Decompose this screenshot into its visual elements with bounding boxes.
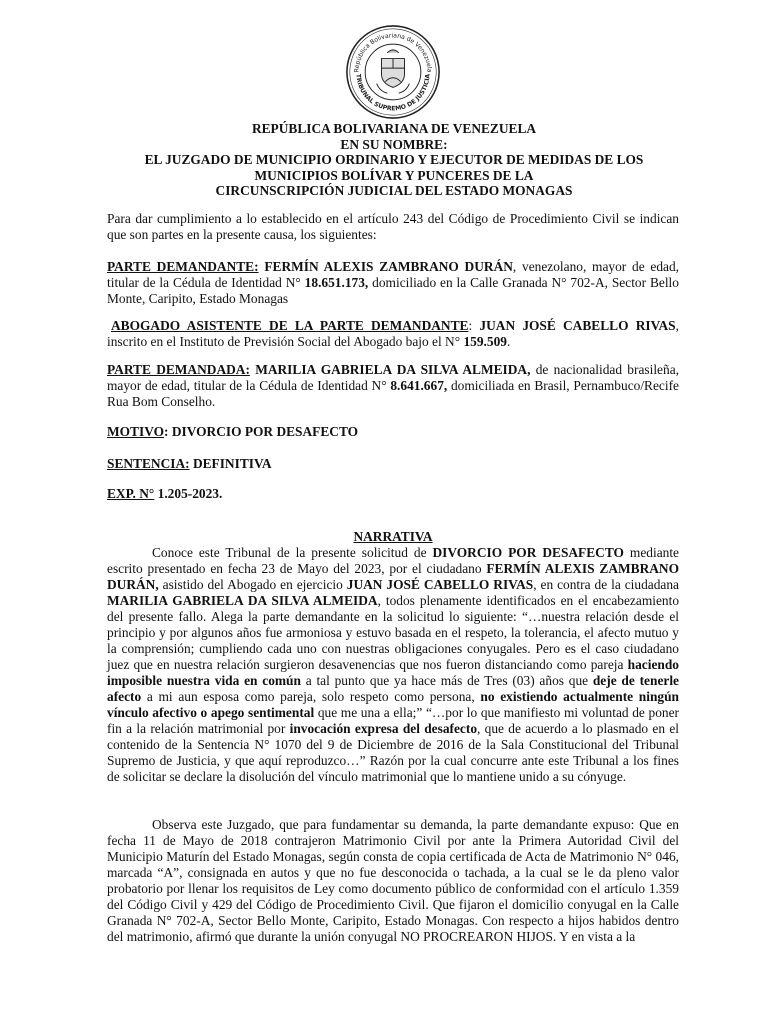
narrativa-paragraph-2: Observa este Juzgado, que para fundamentar su demanda, la parte demandante expuso: Que en fecha 11 de Mayo de 2018 contrajeron Matrimonio Civil por ante la Primera Autoridad Civil del Municipio Maturín del Estado Monagas, según consta de copia certificada de Acta de Matrimonio N° 046, marcada “A”, consignada en autos y que no fue desconocida o tachada, a la cual se le da pleno valor probatorio por llenar los requisitos de Ley como documento público de conformidad con el artículo 1.359 del Código Civil y 429 del Código de Procedimiento Civil. Que fijaron el domicilio conyugal en la Calle Granada N° 702-A, Sector Bello Monte, Caripito, Estado Monagas. Con respecto a hijos habidos dentro del matrimonio, afirmó que durante la unión conyugal NO PROCREARON HIJOS. Y en vista a la bbox=[107, 817, 679, 944]
narr-text-q: , que de acuerdo a lo plasmado en el contenido de la Sentencia N° 1070 del 9 de Diciembre de 2016 de la Sala Constitucional del Tribunal Supremo de Justicia, y que aquí reproduzco…” Razón por la cual concurre ante este Tribunal a los fines de solicitar se declare la disolución del vínculo matrimonial que lo mantiene unido a su cónyuge. bbox=[107, 721, 679, 784]
narr-text-c: mediante escrito presentado en fecha 23 de Mayo del 2023, por el ciudadano bbox=[107, 545, 679, 576]
narr-demandante-name: FERMÍN ALEXIS ZAMBRANO DURÁN, bbox=[107, 561, 680, 592]
motivo-label: MOTIVO bbox=[107, 424, 165, 439]
sentencia bbox=[107, 456, 679, 472]
narr-divorcio: DIVORCIO POR DESAFECTO bbox=[432, 545, 624, 560]
abogado-asistente bbox=[107, 318, 679, 350]
narr-text-i: , todos plenamente identificados en el encabezamiento del presente fallo. Alega la parte demandante en la solicitud lo siguiente: “…nuestra relación desde el principio y por algunos años fue armoniosa y estuvo basada en el respeto, la tolerancia, el afecto mutuo y la comprensión; cumpliendo cada uno con nuestras obligaciones conyugales. Pero es el caso ciudadano juez que en nuestra relación surgieron desavenencias que nos fueron distanciando como pareja bbox=[107, 593, 680, 672]
seal-bottom-text: TRIBUNAL SUPREMO DE JUSTICIA bbox=[354, 73, 432, 113]
narr-text-g: , en contra de la ciudadana bbox=[533, 577, 679, 592]
demandada-text-1: de nacionalidad brasileña, mayor de edad, titular de la Cédula de Identidad N° bbox=[107, 362, 679, 393]
demandada-text-2: domiciliada en Brasil, Pernambuco/Recife Rua Bom Conselho. bbox=[107, 378, 679, 409]
demandada-name: MARILIA GABRIELA DA SILVA ALMEIDA, bbox=[255, 362, 531, 377]
intro-paragraph: Para dar cumplimiento a lo establecido en el artículo 243 del Código de Procedimiento Civil se indican que son partes en la presente causa, los siguientes: bbox=[107, 211, 679, 242]
abogado-text-1: , inscrito en el Instituto de Previsión Social del Abogado bajo el N° bbox=[107, 318, 679, 349]
sentencia-label: SENTENCIA: bbox=[107, 456, 190, 471]
demandada-id: 8.641.667, bbox=[390, 378, 448, 393]
header-line-3: EL JUZGADO DE MUNICIPIO ORDINARIO Y EJECUTOR DE MEDIDAS DE LOS bbox=[144, 152, 644, 167]
narr-text-m: a mi aun esposa como pareja, solo respeto como persona, bbox=[141, 689, 481, 704]
narrativa-title: NARRATIVA bbox=[353, 529, 433, 544]
header-line-4: MUNICIPIOS BOLÍVAR Y PUNCERES DE LA bbox=[254, 167, 534, 183]
demandante-text-2: domiciliado en la Calle Granada N° 702-A, Sector Bello Monte, Caripito, Estado Monagas bbox=[107, 275, 679, 306]
parte-demandada bbox=[107, 362, 679, 410]
narr-text-a: Conoce este Tribunal de la presente solicitud de bbox=[152, 545, 433, 560]
abogado-number: 159.509 bbox=[463, 334, 507, 349]
narrativa-paragraph-1 bbox=[107, 545, 679, 785]
expediente-label: EXP. N° bbox=[107, 486, 155, 501]
narr-abogado-name: JUAN JOSÉ CABELLO RIVAS bbox=[346, 577, 534, 592]
tribunal-seal bbox=[345, 24, 441, 120]
document-header bbox=[100, 121, 688, 199]
demandante-label: PARTE DEMANDANTE: bbox=[107, 259, 259, 274]
demandada-label: PARTE DEMANDADA: bbox=[107, 362, 250, 377]
header-line-2: EN SU NOMBRE: bbox=[340, 136, 448, 152]
motivo-value: : DIVORCIO POR DESAFECTO bbox=[164, 424, 359, 439]
narr-text-o: que me una a ella;” “…por lo que manifiesto mi voluntad de poner fin a la relación matrimonial por bbox=[107, 705, 679, 736]
expediente-value: 1.205-2023. bbox=[154, 486, 223, 501]
narr-bold-p: invocación expresa del desafecto bbox=[289, 721, 478, 736]
abogado-sep: : bbox=[468, 318, 480, 333]
coat-of-arms-icon bbox=[377, 50, 410, 93]
abogado-end: . bbox=[506, 334, 511, 349]
header-line-1: REPÚBLICA BOLIVARIANA DE VENEZUELA bbox=[251, 121, 537, 136]
demandante-name: FERMÍN ALEXIS ZAMBRANO DURÁN bbox=[264, 259, 513, 274]
narr-bold-n: no existiendo actualmente ningún vínculo afectivo o apego sentimental bbox=[107, 689, 679, 720]
narr-text-e: asistido del Abogado en ejercicio bbox=[158, 577, 347, 592]
expediente bbox=[107, 486, 679, 502]
narr-bold-l: deje de tenerle afecto bbox=[107, 673, 679, 704]
seal-top-text: República Bolivariana de Venezuela bbox=[353, 32, 433, 73]
sentencia-value: DEFINITIVA bbox=[189, 456, 272, 471]
narr-demandada-name: MARILIA GABRIELA DA SILVA ALMEIDA bbox=[107, 593, 378, 608]
abogado-name: JUAN JOSÉ CABELLO RIVAS bbox=[479, 318, 676, 333]
header-line-5: CIRCUNSCRIPCIÓN JUDICIAL DEL ESTADO MONAGAS bbox=[215, 183, 573, 198]
narr-text-k: a tal punto que ya hace más de Tres (03) años que bbox=[300, 673, 593, 688]
demandante-id: 18.651.173, bbox=[304, 275, 369, 290]
abogado-label: ABOGADO ASISTENTE DE LA PARTE DEMANDANTE bbox=[111, 318, 469, 333]
demandante-text-1: , venezolano, mayor de edad, titular de la Cédula de Identidad N° bbox=[107, 259, 680, 290]
motivo bbox=[107, 424, 679, 440]
narr-bold-j: haciendo imposible nuestra vida en común bbox=[107, 657, 679, 688]
parte-demandante bbox=[107, 259, 679, 307]
